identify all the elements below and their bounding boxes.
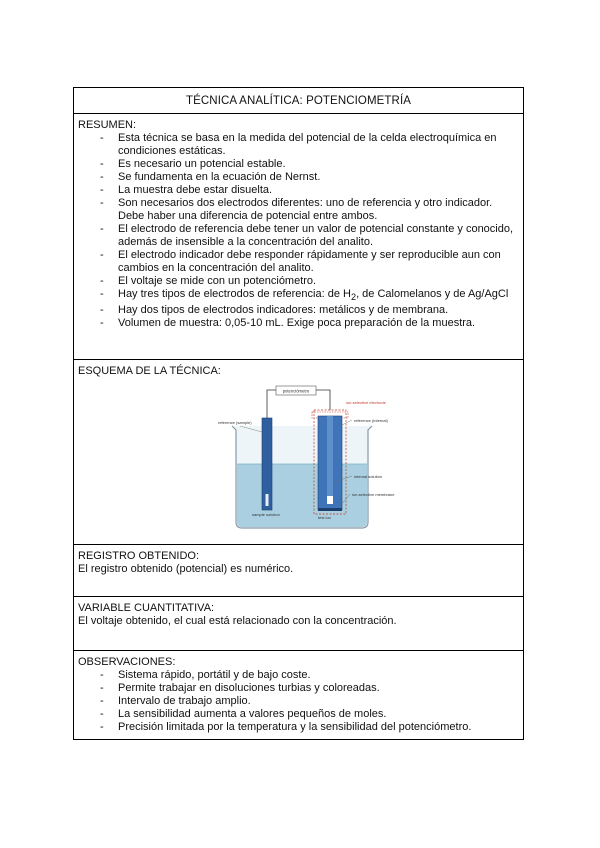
observaciones-heading: OBSERVACIONES: xyxy=(78,656,176,668)
wire-right xyxy=(316,390,330,410)
technique-sheet xyxy=(73,87,524,740)
resumen-section xyxy=(74,114,523,360)
label-ion-selective: ion-selective electrode xyxy=(345,400,386,405)
membrane xyxy=(318,508,342,511)
wire-left xyxy=(267,390,276,418)
ag-wire-tip xyxy=(327,496,333,504)
label-test-ion: test ion xyxy=(317,515,331,520)
list-item: - Es necesario un potencial estable. xyxy=(78,158,519,171)
observaciones-section xyxy=(74,651,523,739)
variable-text: El voltaje obtenido, el cual está relacionado con la concentración. xyxy=(78,615,397,627)
potentiometer-label: potenciómetro xyxy=(282,388,309,394)
list-item: - Volumen de muestra: 0,05-10 mL. Exige poca preparación de la muestra. xyxy=(78,317,519,330)
list-item: - Esta técnica se basa en la medida del potencial de la celda electroquímica en condiciones estáticas. xyxy=(78,132,519,158)
list-item: - Se fundamenta en la ecuación de Nernst. xyxy=(78,171,519,184)
list-item: - Permite trabajar en disoluciones turbias y coloreadas. xyxy=(78,682,519,695)
sample-solution-fill xyxy=(237,464,367,527)
list-item xyxy=(78,288,519,304)
esquema-heading: ESQUEMA DE LA TÉCNICA: xyxy=(78,365,221,377)
label-reference: reference (sample) xyxy=(217,420,252,425)
sheet-title: TÉCNICA ANALÍTICA: POTENCIOMETRÍA xyxy=(74,88,523,114)
list-item: - La sensibilidad aumenta a valores pequeños de moles. xyxy=(78,708,519,721)
label-internal-solution: internal solution xyxy=(353,474,382,479)
item-text: Hay tres tipos de electrodos de referencia: de H xyxy=(118,288,351,300)
resumen-heading: RESUMEN: xyxy=(78,119,137,131)
list-item: - Son necesarios dos electrodos diferentes: uno de referencia y otro indicador. Debe haber una diferencia de potencial entre ambos. xyxy=(78,197,519,223)
resumen-list xyxy=(78,132,519,330)
electrode-diagram xyxy=(194,382,404,532)
observaciones-list xyxy=(78,669,519,734)
list-item: - El electrodo de referencia debe tener un valor de potencial constante y conocido, además de insensible a la concentración del analito. xyxy=(78,223,519,249)
list-item: - Precisión limitada por la temperatura y la sensibilidad del potenciómetro. xyxy=(78,721,519,734)
list-item: - Intervalo de trabajo amplio. xyxy=(78,695,519,708)
registro-text: El registro obtenido (potencial) es numérico. xyxy=(78,563,294,575)
list-item: - Hay dos tipos de electrodos indicadores: metálicos y de membrana. xyxy=(78,304,519,317)
list-item: - La muestra debe estar disuelta. xyxy=(78,184,519,197)
item-text: , de Calomelanos y de Ag/AgCl xyxy=(356,288,509,300)
list-item: - El electrodo indicador debe responder rápidamente y ser reproducible aun con cambios en la concentración del analito. xyxy=(78,249,519,275)
esquema-section xyxy=(74,360,523,545)
variable-section xyxy=(74,597,523,651)
variable-heading: VARIABLE CUANTITATIVA: xyxy=(78,602,215,614)
label-membrane: ion-selective membrane xyxy=(351,492,394,497)
internal-reference xyxy=(327,416,333,496)
subscript: 2 xyxy=(350,292,357,303)
registro-heading: REGISTRO OBTENIDO: xyxy=(78,550,200,562)
list-item: - El voltaje se mide con un potenciómetro. xyxy=(78,275,519,288)
label-sample-solution: sample solution xyxy=(251,512,280,517)
list-item: - Sistema rápido, portátil y de bajo coste. xyxy=(78,669,519,682)
label-ref-internal: reference (internal) xyxy=(353,418,388,423)
reference-junction xyxy=(265,494,268,506)
registro-section xyxy=(74,545,523,597)
